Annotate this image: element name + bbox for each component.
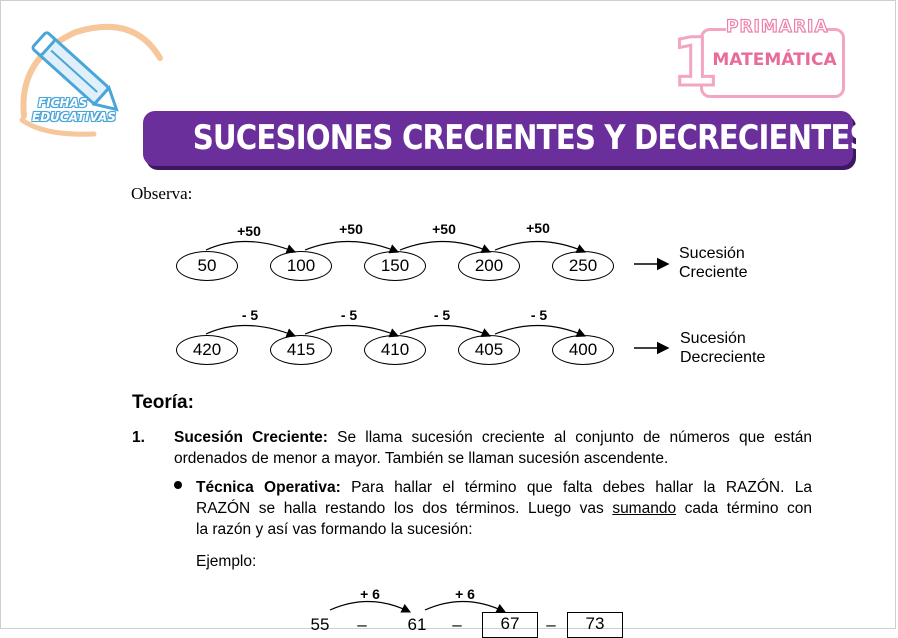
example-label: Ejemplo: bbox=[196, 553, 257, 570]
example-term-3: 67 bbox=[482, 612, 538, 638]
example-term-4: 73 bbox=[567, 612, 623, 638]
increase-term-5: 250 bbox=[552, 251, 614, 281]
example-step-1: + 6 bbox=[360, 586, 380, 602]
increase-step-2: +50 bbox=[339, 221, 363, 237]
item-1-number: 1. bbox=[132, 429, 145, 446]
example-separator-1: – bbox=[357, 615, 367, 634]
decrease-term-5: 400 bbox=[552, 335, 614, 365]
decrease-step-1: - 5 bbox=[241, 307, 259, 323]
item-1-paragraph bbox=[174, 427, 812, 469]
technique-text-a: Para hallar el término que falta debes hallar la RAZÓN. La bbox=[340, 479, 812, 496]
decreasing-label-line-1: Sucesión bbox=[680, 330, 746, 347]
example-term-1: 55 bbox=[310, 615, 330, 634]
increase-step-4: +50 bbox=[526, 220, 550, 236]
badge-level: PRIMARIA bbox=[726, 17, 829, 37]
increase-step-1: +50 bbox=[237, 223, 261, 239]
technique-underlined: sumando bbox=[612, 500, 677, 517]
observe-label: Observa: bbox=[131, 184, 193, 203]
technique-text-c: cada término con bbox=[676, 500, 812, 517]
decrease-term-3: 410 bbox=[364, 335, 426, 365]
technique-term: Técnica Operativa: bbox=[196, 479, 341, 496]
increasing-label-line-2: Creciente bbox=[679, 264, 748, 281]
increasing-sequence-label bbox=[679, 244, 747, 282]
logo-line-1: FICHAS bbox=[38, 96, 88, 110]
example-separator-2: – bbox=[452, 615, 462, 634]
item-1-text-line-1: Se llama sucesión creciente al conjunto de números que están bbox=[327, 429, 812, 446]
decreasing-label-line-2: Decreciente bbox=[680, 349, 766, 366]
badge-grade-number: 1 bbox=[672, 24, 718, 101]
technique-text-b: RAZÓN se halla restando los dos términos. Luego vas bbox=[196, 500, 613, 517]
technique-paragraph bbox=[196, 477, 812, 540]
decrease-term-1: 420 bbox=[176, 335, 238, 365]
increase-term-3: 150 bbox=[364, 251, 426, 281]
decrease-term-2: 415 bbox=[270, 335, 332, 365]
example-step-2: + 6 bbox=[455, 586, 475, 602]
page-title: SUCESIONES CRECIENTES Y DECRECIENTES bbox=[192, 118, 870, 158]
item-1-text-line-2: ordenados de menor a mayor. También se llaman sucesión ascendente. bbox=[174, 450, 669, 467]
increase-term-1: 50 bbox=[176, 251, 238, 281]
item-1-term: Sucesión Creciente: bbox=[174, 429, 328, 446]
logo-line-2: EDUCATIVAS bbox=[32, 110, 116, 124]
increase-term-2: 100 bbox=[270, 251, 332, 281]
bullet-icon bbox=[174, 481, 182, 489]
increase-term-4: 200 bbox=[458, 251, 520, 281]
technique-text-d: la razón y así vas formando la sucesión: bbox=[196, 521, 473, 538]
decrease-step-3: - 5 bbox=[433, 307, 451, 323]
increase-step-3: +50 bbox=[432, 221, 456, 237]
decrease-step-2: - 5 bbox=[340, 307, 358, 323]
theory-heading: Teoría: bbox=[132, 392, 194, 413]
example-separator-3: – bbox=[546, 615, 556, 634]
decrease-step-4: - 5 bbox=[530, 307, 548, 323]
decrease-term-4: 405 bbox=[458, 335, 520, 365]
example-term-2: 61 bbox=[407, 615, 427, 634]
increasing-label-line-1: Sucesión bbox=[679, 245, 745, 262]
badge-subject: MATEMÁTICA bbox=[712, 50, 837, 70]
decreasing-sequence-label bbox=[680, 329, 765, 367]
